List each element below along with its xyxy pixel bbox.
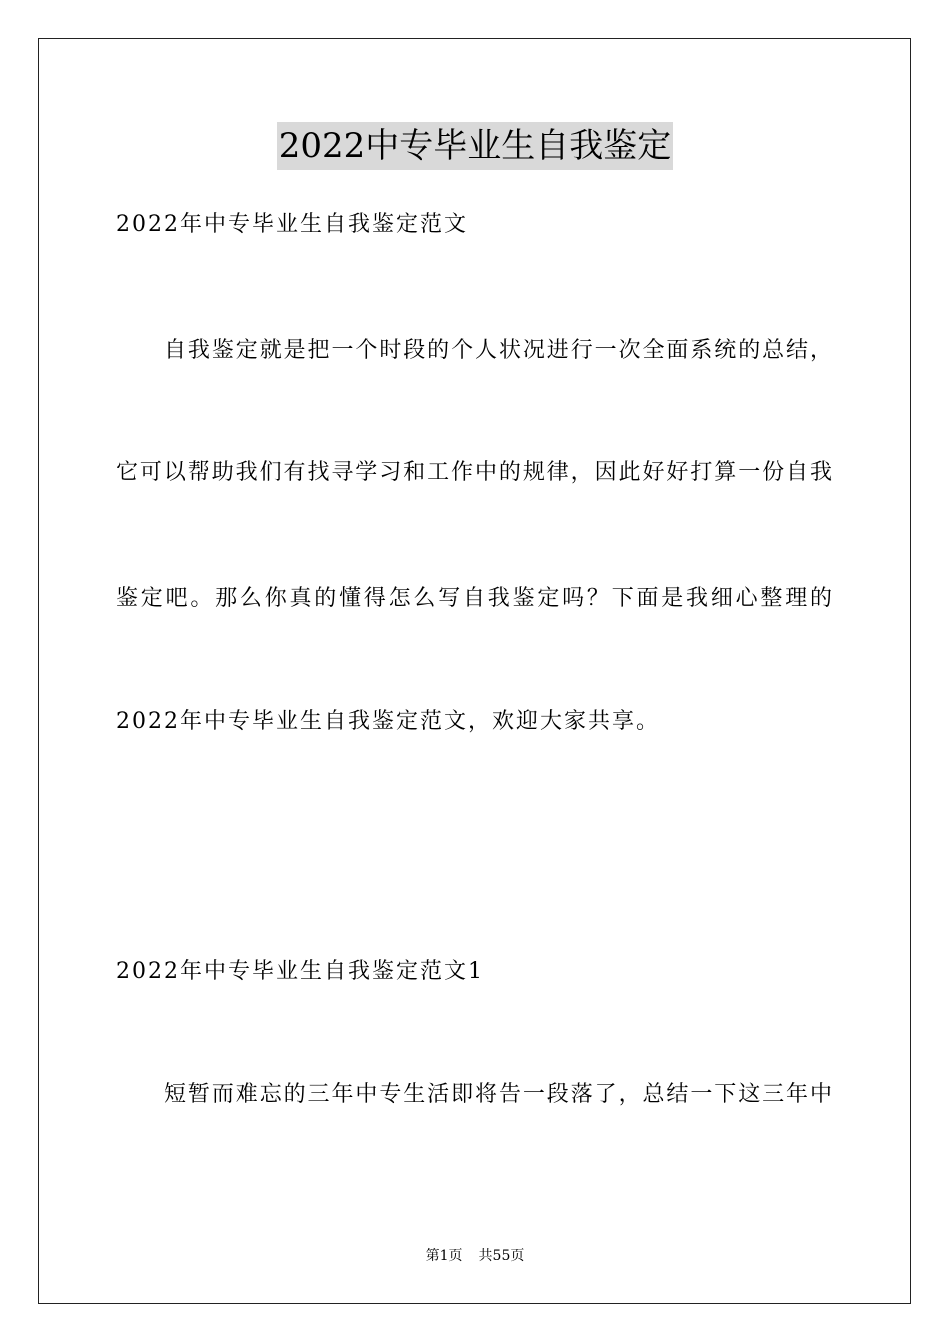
- page-footer: [0, 1246, 950, 1266]
- page-number: 第1页: [425, 1248, 463, 1264]
- section-paragraph-line-1: 短暂而难忘的三年中专生活即将告一段落了，总结一下这三年中: [164, 1082, 832, 1107]
- document-title: 2022中专毕业生自我鉴定: [277, 122, 674, 170]
- section-heading: 2022年中专毕业生自我鉴定范文1: [116, 959, 484, 984]
- title-container: [0, 122, 950, 170]
- intro-line-4: 2022年中专毕业生自我鉴定范文，欢迎大家共享。: [116, 709, 660, 734]
- intro-line-2: 它可以帮助我们有找寻学习和工作中的规律，因此好好打算一份自我: [116, 460, 832, 485]
- intro-line-3: 鉴定吧。那么你真的懂得怎么写自我鉴定吗？下面是我细心整理的: [116, 586, 832, 611]
- intro-line-1: 自我鉴定就是把一个时段的个人状况进行一次全面系统的总结，: [164, 338, 832, 363]
- document-subtitle: 2022年中专毕业生自我鉴定范文: [116, 212, 468, 237]
- page-total: 共55页: [478, 1248, 525, 1264]
